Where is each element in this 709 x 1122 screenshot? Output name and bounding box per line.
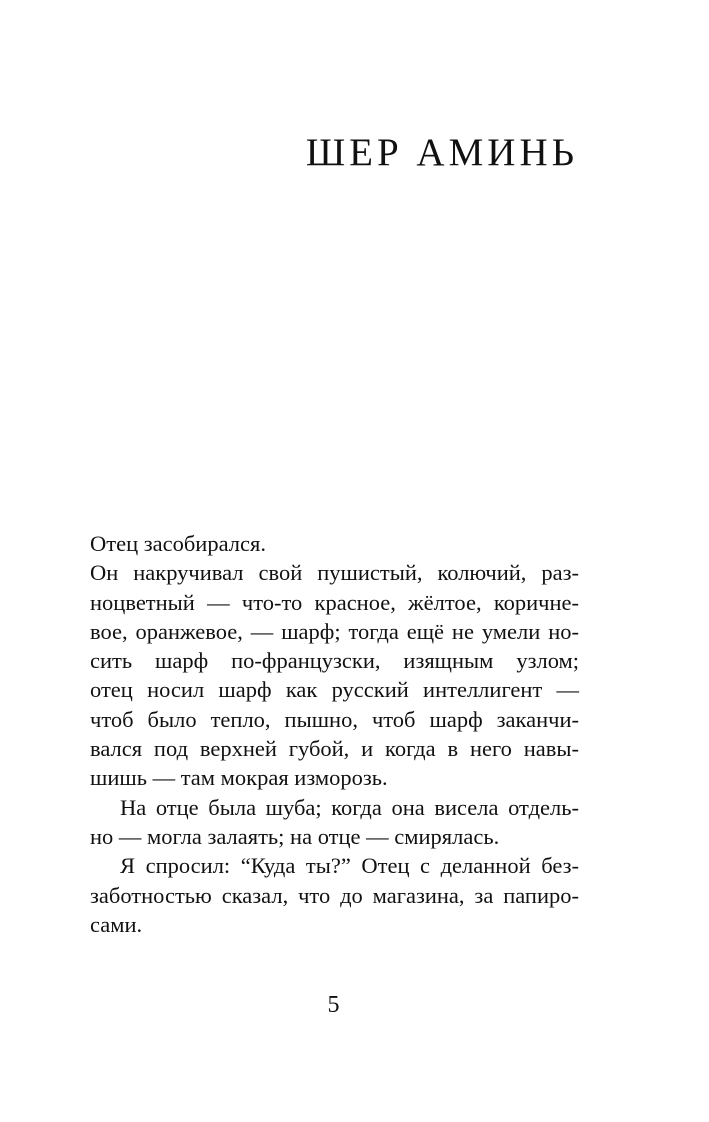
text-line: сами. [90,911,143,937]
text-line: отец носил шарф как русский интеллигент — [90,677,579,703]
chapter-title: ШЕР АМИНЬ [305,131,578,174]
paragraph-1 [90,529,579,558]
paragraph-4 [90,851,579,939]
text-line: Я спросил: “Куда ты?” Отец с деланной без- [120,853,579,879]
text-line: На отце была шуба; когда она висела отдель- [120,794,579,820]
text-line: Он накручивал свой пушистый, колючий, раз- [90,560,579,586]
text-line: Отец засобирался. [90,531,266,556]
text-line: ноцветный — что-то красное, жёлтое, коричне- [90,589,579,615]
text-line: шишь — там мокрая изморозь. [90,765,388,791]
body-text [90,529,579,939]
paragraph-3 [90,793,579,852]
text-line: чтоб было тепло, пышно, чтоб шарф заканчи- [90,706,579,732]
text-line: но — могла залаять; на отце — смирялась. [90,823,500,849]
page-number: 5 [327,992,340,1018]
paragraph-2 [90,558,579,792]
text-line: заботностью сказал, что до магазина, за папиро- [90,882,579,908]
text-line: сить шарф по-французски, изящным узлом; [90,648,579,674]
text-line: вался под верхней губой, и когда в него навы- [90,736,579,762]
text-line: вое, оранжевое, — шарф; тогда ещё не умели но- [90,618,579,644]
